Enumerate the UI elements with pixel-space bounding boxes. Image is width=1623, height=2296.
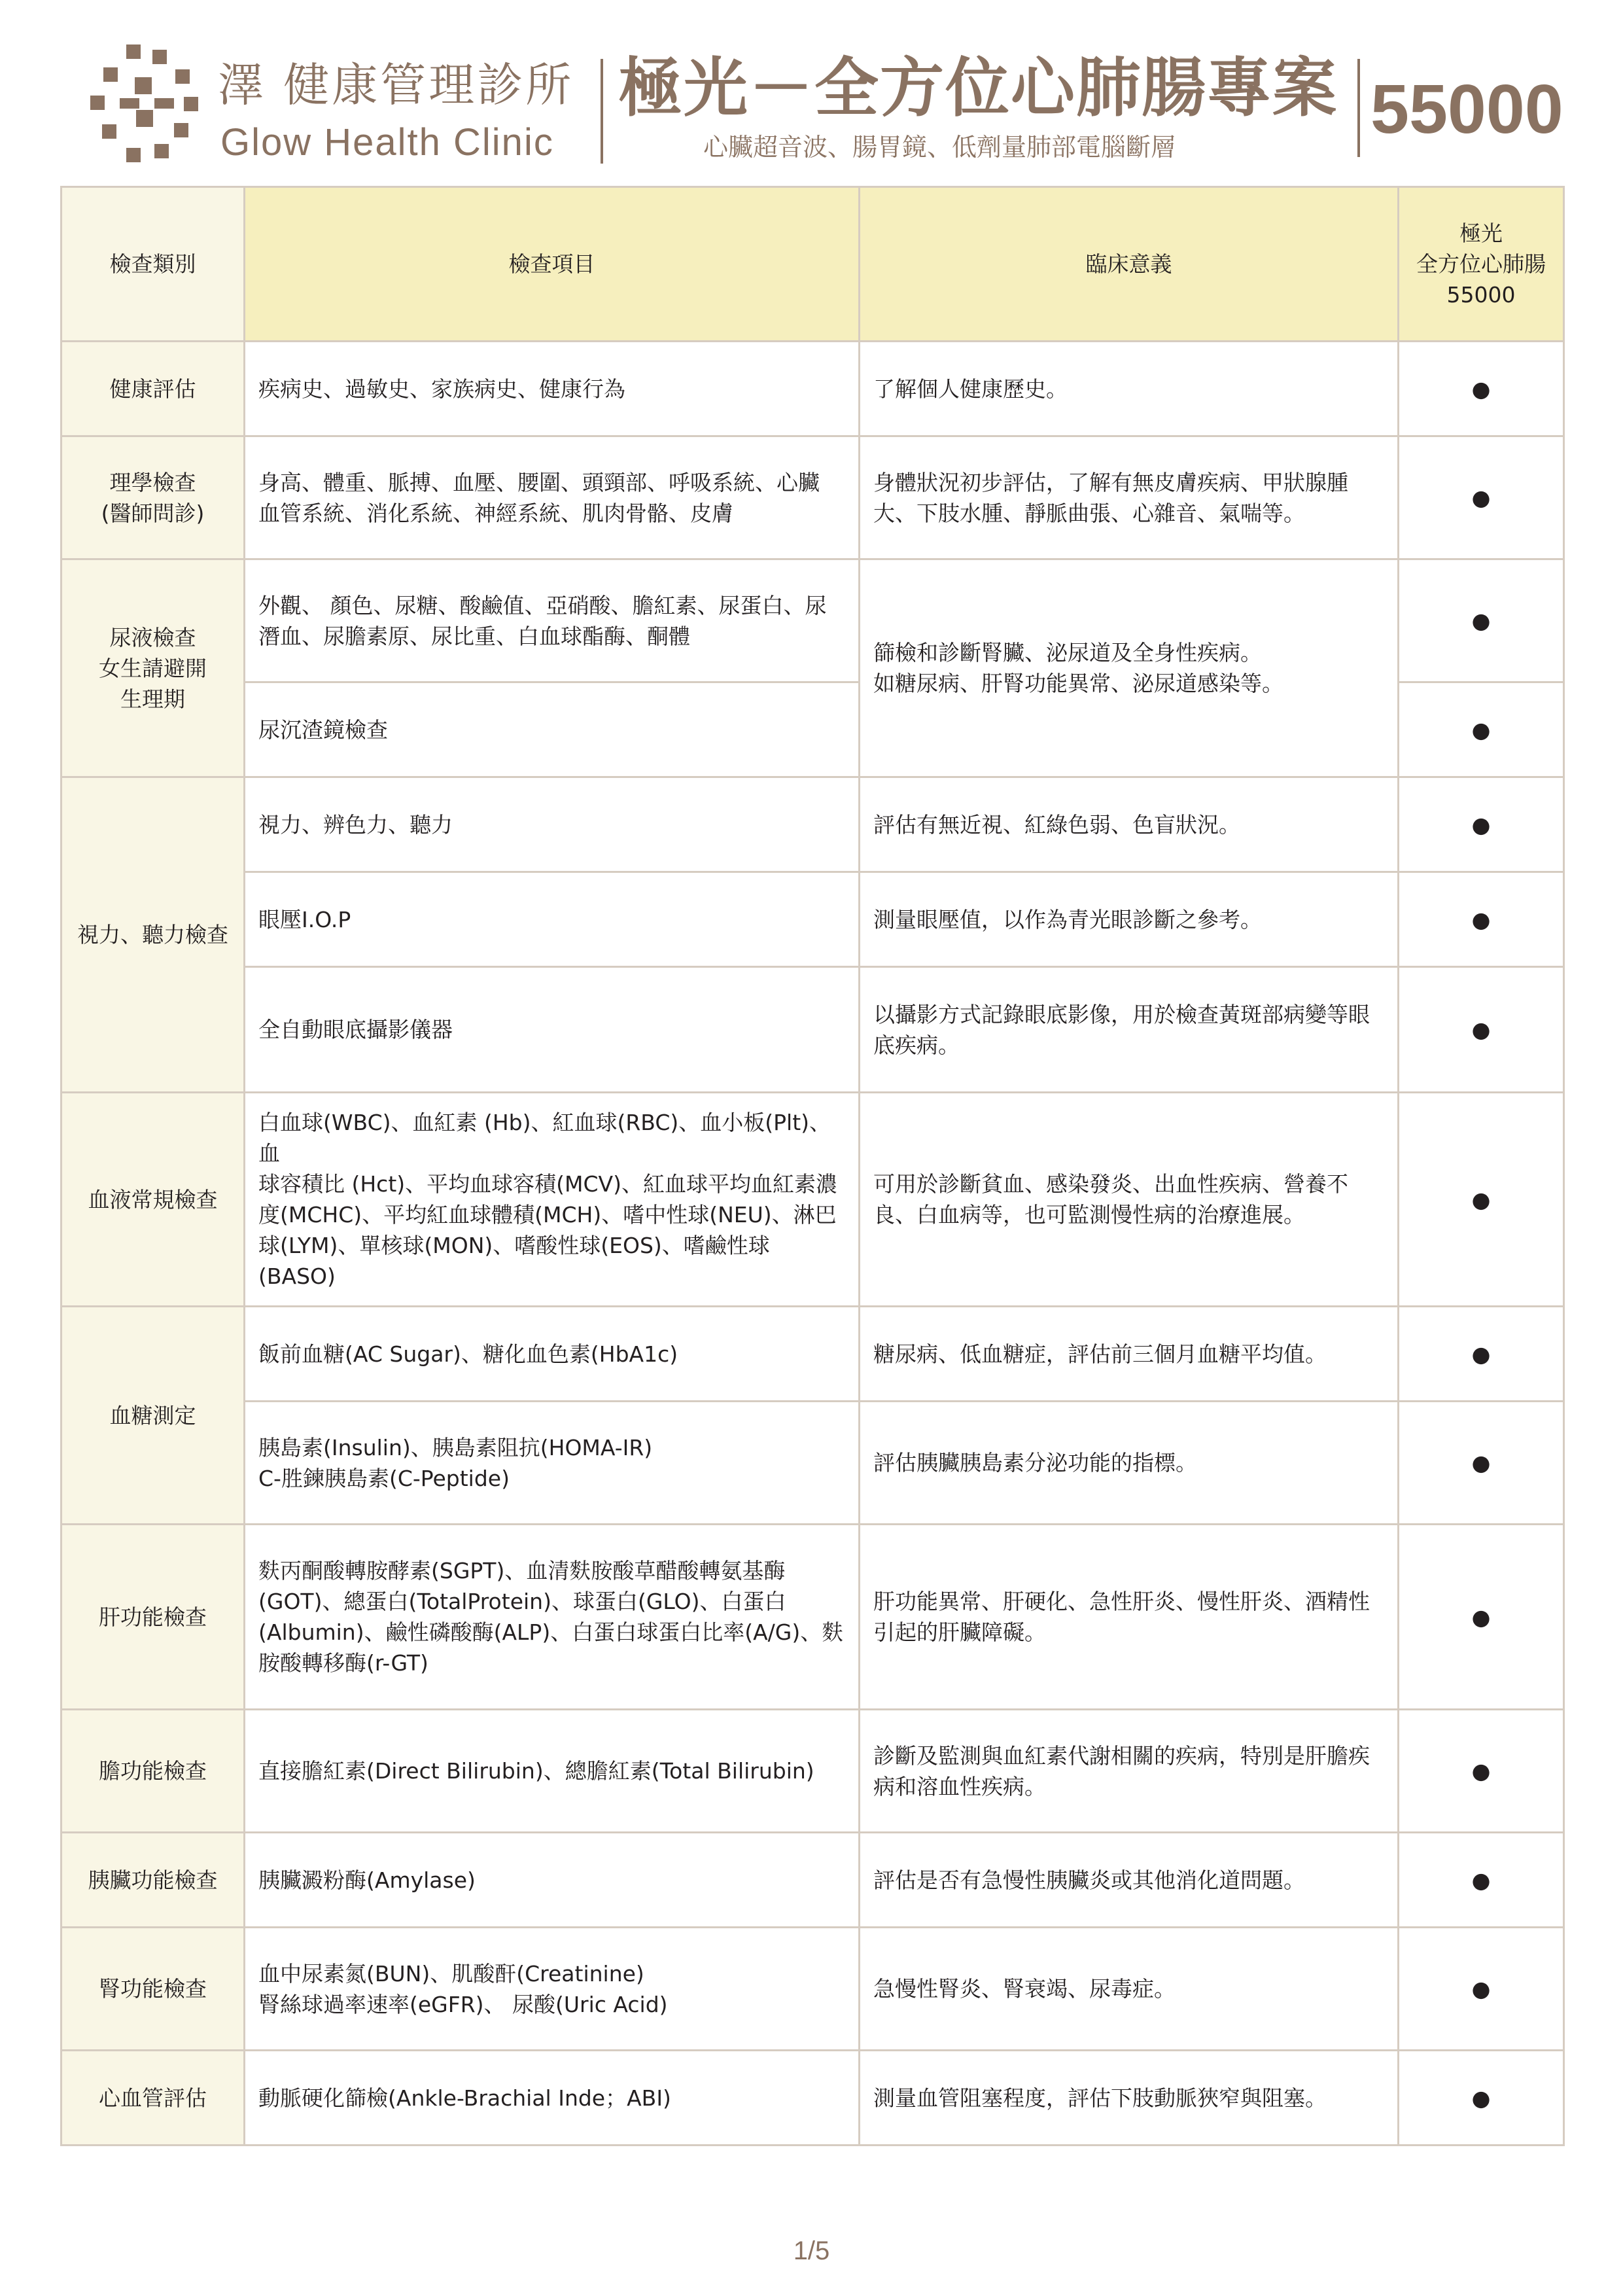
meaning-text: 底疾病。 — [873, 1032, 960, 1058]
category-cell — [61, 1093, 245, 1307]
item-text: 尿沉渣鏡檢查 — [258, 716, 388, 743]
meaning-text: 如糖尿病、肝腎功能異常、泌尿道感染等。 — [873, 671, 1283, 696]
included-mark: ● — [1399, 1093, 1564, 1307]
item-text: 腎絲球過率速率(eGFR)、 尿酸(Uric Acid) — [258, 1991, 668, 2017]
meaning-cell — [860, 2051, 1399, 2146]
table-row — [61, 1525, 1564, 1710]
header-package — [1399, 187, 1564, 342]
package-subtitle: 心臟超音波、腸胃鏡、低劑量肺部電腦斷層 — [703, 133, 1176, 162]
item-cell — [245, 1093, 860, 1307]
table-row — [61, 1833, 1564, 1928]
category-text: 心血管評估 — [99, 2085, 207, 2111]
category-cell — [61, 1928, 245, 2051]
item-cell — [245, 1307, 860, 1402]
meaning-cell — [860, 872, 1399, 967]
included-mark: ● — [1399, 342, 1564, 436]
category-cell — [61, 1833, 245, 1928]
category-text: (醫師問診) — [101, 500, 205, 526]
clinic-name-zh: 澤 健康管理診所 — [218, 58, 574, 112]
table-row — [61, 967, 1564, 1093]
category-cell — [61, 436, 245, 559]
item-cell — [245, 777, 860, 872]
meaning-text: 測量眼壓值，以作為青光眼診斷之參考。 — [873, 906, 1262, 932]
item-text: 血管系統、消化系統、神經系統、肌肉骨骼、皮膚 — [258, 500, 733, 526]
category-cell — [61, 1525, 245, 1710]
meaning-text: 糖尿病、低血糖症，評估前三個月血糖平均值。 — [873, 1341, 1327, 1367]
meaning-cell — [860, 436, 1399, 559]
item-text: 胺酸轉移酶(r-GT) — [258, 1650, 428, 1676]
category-cell — [61, 2051, 245, 2146]
meaning-text: 診斷及監測與血紅素代謝相關的疾病，特別是肝膽疾 — [873, 1742, 1370, 1769]
included-mark: ● — [1399, 1525, 1564, 1710]
category-cell — [61, 342, 245, 436]
item-text: 胰島素(Insulin)、胰島素阻抗(HOMA-IR) — [258, 1434, 653, 1460]
meaning-cell — [860, 1307, 1399, 1402]
table-row — [61, 872, 1564, 967]
table-row — [61, 1928, 1564, 2051]
item-cell — [245, 967, 860, 1093]
category-text: 膽功能檢查 — [99, 1758, 207, 1784]
table-row — [61, 342, 1564, 436]
included-mark: ● — [1399, 1710, 1564, 1833]
item-cell — [245, 682, 860, 777]
page-header — [0, 0, 1623, 177]
category-text: 血液常規檢查 — [88, 1186, 218, 1212]
item-cell — [245, 1525, 860, 1710]
meaning-text: 可用於診斷貧血、感染發炎、出血性疾病、營養不 — [873, 1171, 1348, 1197]
meaning-cell — [860, 559, 1399, 777]
included-mark: ● — [1399, 967, 1564, 1093]
clinic-logo-icon — [90, 44, 198, 164]
header-package-subname: 全方位心肺腸 — [1416, 251, 1546, 277]
meaning-text: 急慢性腎炎、腎衰竭、尿毒症。 — [873, 1976, 1176, 2002]
meaning-cell — [860, 1402, 1399, 1525]
item-text: 直接膽紅素(Direct Bilirubin)、總膽紅素(Total Bilirubin) — [258, 1758, 814, 1784]
item-text: 身高、體重、脈搏、血壓、腰圍、頭頸部、呼吸系統、心臟 — [258, 469, 820, 495]
item-text: 血中尿素氮(BUN)、肌酸酐(Creatinine) — [258, 1960, 644, 1987]
item-cell — [245, 872, 860, 967]
header-divider — [601, 59, 603, 164]
meaning-text: 以攝影方式記錄眼底影像，用於檢查黃斑部病變等眼 — [873, 1001, 1370, 1027]
meaning-cell — [860, 1833, 1399, 1928]
meaning-cell — [860, 1093, 1399, 1307]
category-text: 女生請避開 — [99, 655, 207, 681]
item-text: 疾病史、過敏史、家族病史、健康行為 — [258, 376, 625, 402]
item-cell — [245, 2051, 860, 2146]
item-text: 潛血、尿膽素原、尿比重、白血球酯酶、酮體 — [258, 623, 690, 649]
table-row — [61, 1402, 1564, 1525]
included-mark: ● — [1399, 1928, 1564, 2051]
item-text: 眼壓I.O.P — [258, 906, 351, 932]
meaning-text: 評估是否有急慢性胰臟炎或其他消化道問題。 — [873, 1867, 1305, 1893]
table-row — [61, 1307, 1564, 1402]
item-cell — [245, 1402, 860, 1525]
header-package-price: 55000 — [1446, 282, 1516, 308]
category-text: 生理期 — [120, 686, 185, 712]
package-price: 55000 — [1370, 71, 1563, 148]
included-mark: ● — [1399, 2051, 1564, 2146]
clinic-name-en: Glow Health Clinic — [220, 121, 554, 164]
item-text: 胰臟澱粉酶(Amylase) — [258, 1867, 476, 1893]
item-text: 球(LYM)、單核球(MON)、嗜酸性球(EOS)、嗜鹼性球(BASO) — [258, 1233, 770, 1289]
category-text: 血糖測定 — [109, 1402, 196, 1428]
meaning-text: 測量血管阻塞程度，評估下肢動脈狹窄與阻塞。 — [873, 2085, 1327, 2111]
header-divider — [1357, 59, 1360, 157]
meaning-text: 大、下肢水腫、靜脈曲張、心雜音、氣喘等。 — [873, 500, 1305, 526]
meaning-text: 良、白血病等，也可監測慢性病的治療進展。 — [873, 1202, 1305, 1227]
table-row — [61, 777, 1564, 872]
meaning-text: 評估胰臟胰島素分泌功能的指標。 — [873, 1450, 1197, 1475]
item-text: 度(MCHC)、平均紅血球體積(MCH)、嗜中性球(NEU)、淋巴 — [258, 1202, 837, 1227]
included-mark: ● — [1399, 777, 1564, 872]
category-text: 腎功能檢查 — [99, 1976, 207, 2002]
item-text: 外觀、 顏色、尿糖、酸鹼值、亞硝酸、膽紅素、尿蛋白、尿 — [258, 592, 827, 618]
meaning-text: 篩檢和診斷腎臟、泌尿道及全身性疾病。 — [873, 640, 1262, 665]
category-text: 健康評估 — [109, 376, 196, 402]
category-cell — [61, 1307, 245, 1525]
item-text: (Albumin)、鹼性磷酸酶(ALP)、白蛋白球蛋白比率(A/G)、麩 — [258, 1619, 844, 1645]
category-text: 理學檢查 — [109, 469, 196, 495]
item-text: 麩丙酮酸轉胺酵素(SGPT)、血清麩胺酸草醋酸轉氨基酶 — [258, 1558, 786, 1583]
item-text: 動脈硬化篩檢(Ankle-Brachial Inde；ABI) — [258, 2085, 671, 2111]
item-text: 白血球(WBC)、血紅素 (Hb)、紅血球(RBC)、血小板(Plt)、血 — [258, 1110, 831, 1166]
meaning-text: 身體狀況初步評估，了解有無皮膚疾病、甲狀腺腫 — [873, 469, 1348, 495]
included-mark: ● — [1399, 1307, 1564, 1402]
item-cell — [245, 436, 860, 559]
meaning-text: 了解個人健康歷史。 — [873, 376, 1068, 402]
meaning-text: 病和溶血性疾病。 — [873, 1773, 1046, 1799]
item-text: 球容積比 (Hct)、平均血球容積(MCV)、紅血球平均血紅素濃 — [258, 1171, 837, 1197]
table-header-row — [61, 187, 1564, 342]
table-row — [61, 436, 1564, 559]
category-text: 視力、聽力檢查 — [77, 922, 228, 947]
included-mark: ● — [1399, 1833, 1564, 1928]
header-item: 檢查項目 — [245, 187, 860, 342]
meaning-text: 評估有無近視、紅綠色弱、色盲狀況。 — [873, 811, 1240, 838]
item-text: C-胜鍊胰島素(C-Peptide) — [258, 1465, 510, 1491]
category-cell — [61, 777, 245, 1093]
header-package-name: 極光 — [1459, 221, 1503, 246]
header-meaning: 臨床意義 — [860, 187, 1399, 342]
meaning-cell — [860, 1710, 1399, 1833]
item-cell — [245, 1833, 860, 1928]
included-mark: ● — [1399, 559, 1564, 682]
category-cell — [61, 1710, 245, 1833]
meaning-cell — [860, 1525, 1399, 1710]
included-mark: ● — [1399, 1402, 1564, 1525]
table-row — [61, 1093, 1564, 1307]
category-text: 胰臟功能檢查 — [88, 1867, 218, 1893]
item-text: (GOT)、總蛋白(TotalProtein)、球蛋白(GLO)、白蛋白 — [258, 1589, 786, 1614]
table-row — [61, 559, 1564, 682]
category-text: 尿液檢查 — [109, 624, 196, 650]
item-cell — [245, 559, 860, 682]
category-text: 肝功能檢查 — [99, 1604, 207, 1630]
included-mark: ● — [1399, 682, 1564, 777]
meaning-text: 引起的肝臟障礙。 — [873, 1619, 1046, 1645]
item-text: 飯前血糖(AC Sugar)、糖化血色素(HbA1c) — [258, 1341, 678, 1367]
meaning-cell — [860, 777, 1399, 872]
package-title: 極光－全方位心肺腸專案 — [618, 51, 1338, 126]
meaning-cell — [860, 967, 1399, 1093]
item-text: 視力、辨色力、聽力 — [258, 811, 453, 838]
page-number: 1/5 — [793, 2236, 830, 2265]
category-cell — [61, 559, 245, 777]
meaning-cell — [860, 342, 1399, 436]
included-mark: ● — [1399, 436, 1564, 559]
item-cell — [245, 1710, 860, 1833]
meaning-text: 肝功能異常、肝硬化、急性肝炎、慢性肝炎、酒精性 — [873, 1589, 1370, 1614]
header-category: 檢查類別 — [61, 187, 245, 342]
included-mark: ● — [1399, 872, 1564, 967]
item-cell — [245, 342, 860, 436]
table-row — [61, 1710, 1564, 1833]
item-cell — [245, 1928, 860, 2051]
item-text: 全自動眼底攝影儀器 — [258, 1017, 453, 1042]
exam-items-table — [60, 186, 1565, 2146]
table-row — [61, 2051, 1564, 2146]
meaning-cell — [860, 1928, 1399, 2051]
